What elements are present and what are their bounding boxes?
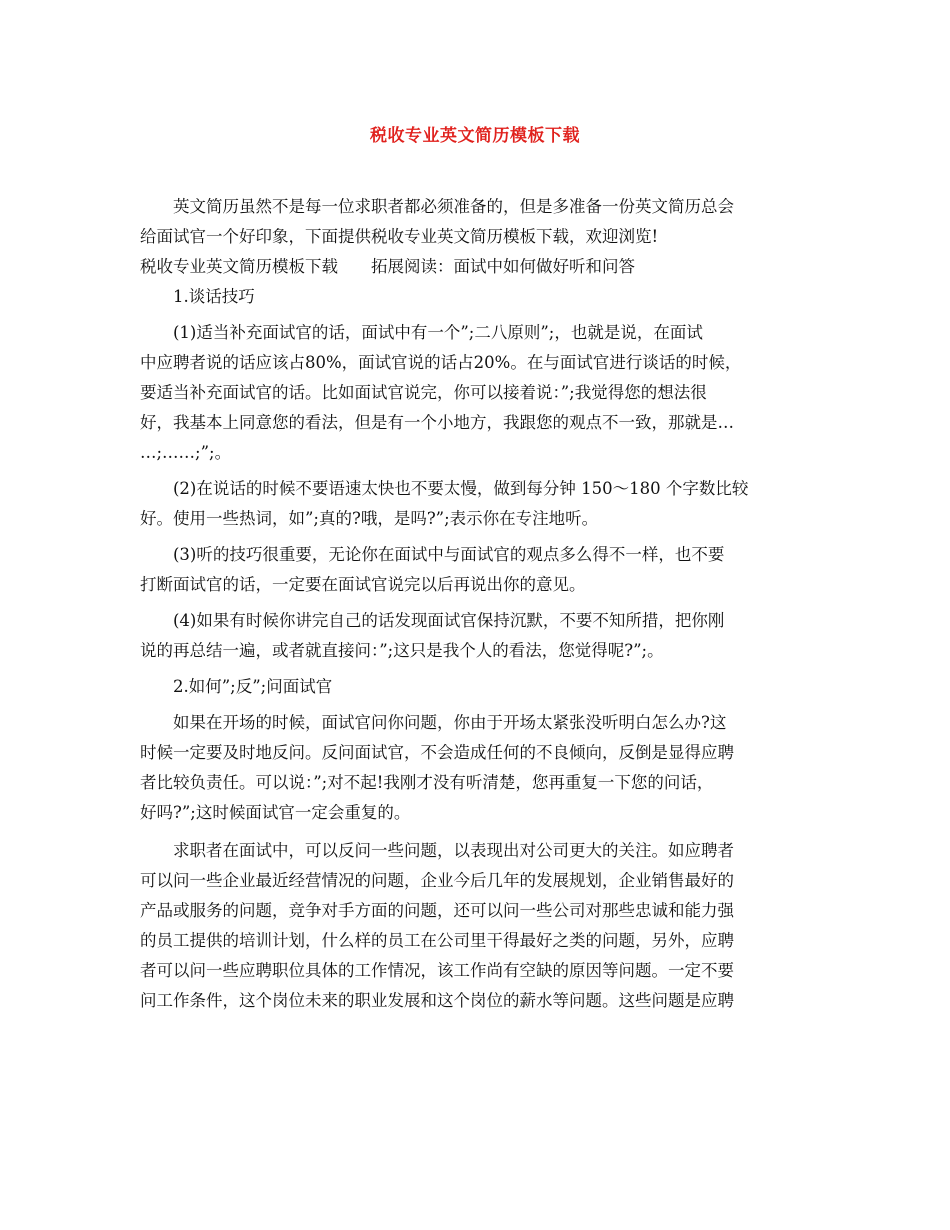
document-body	[140, 192, 812, 1016]
text-line: 好吗?”;这时候面试官一定会重复的。	[140, 803, 411, 822]
paragraph	[140, 708, 812, 828]
text-line: 2.如何”;反”;问面试官	[140, 677, 333, 696]
text-line: 者可以问一些应聘职位具体的工作情况，该工作尚有空缺的原因等问题。一定不要	[140, 961, 734, 980]
text-line: 1.谈话技巧	[140, 287, 255, 306]
text-line: 打断面试官的话，一定要在面试官说完以后再说出你的意见。	[140, 575, 586, 594]
text-line: 要适当补充面试官的话。比如面试官说完，你可以接着说：”;我觉得您的想法很	[140, 383, 707, 402]
paragraph	[140, 318, 812, 468]
spacer	[140, 828, 812, 836]
text-line: 如果在开场的时候，面试官问你问题，你由于开场太紧张没听明白怎么办?这	[140, 713, 727, 732]
text-line: 时候一定要及时地反问。反问面试官，不会造成任何的不良倾向，反倒是显得应聘	[140, 743, 734, 762]
text-line: …;……;”;。	[140, 443, 232, 462]
text-line: 英文简历虽然不是每一位求职者都必须准备的，但是多准备一份英文简历总会	[140, 197, 734, 216]
intro-paragraph	[140, 192, 812, 282]
text-line: (3)听的技巧很重要，无论你在面试中与面试官的观点多么得不一样，也不要	[140, 545, 725, 564]
text-line: 求职者在面试中，可以反问一些问题，以表现出对公司更大的关注。如应聘者	[140, 841, 734, 860]
section-heading	[140, 672, 812, 702]
text-line: 给面试官一个好印象，下面提供税收专业英文简历模板下载，欢迎浏览!	[140, 227, 659, 246]
text-line: (1)适当补充面试官的话，面试中有一个”;二八原则”;，也就是说，在面试	[140, 323, 703, 342]
text-line: 中应聘者说的话应该占80%，面试官说的话占20%。在与面试官进行谈话的时候，	[140, 353, 742, 372]
paragraph	[140, 606, 812, 666]
text-line: 问工作条件，这个岗位未来的职业发展和这个岗位的薪水等问题。这些问题是应聘	[140, 991, 734, 1010]
text-line: 税收专业英文简历模板下载 拓展阅读：面试中如何做好听和问答	[140, 257, 635, 276]
paragraph	[140, 836, 812, 1016]
text-line: 可以问一些企业最近经营情况的问题，企业今后几年的发展规划，企业销售最好的	[140, 871, 734, 890]
paragraph	[140, 540, 812, 600]
text-line: 的员工提供的培训计划，什么样的员工在公司里干得最好之类的问题，另外，应聘	[140, 931, 734, 950]
text-line: 者比较负责任。可以说：”;对不起!我刚才没有听清楚，您再重复一下您的问话，	[140, 773, 714, 792]
document-title: 税收专业英文简历模板下载	[370, 126, 580, 146]
text-line: 产品或服务的问题，竞争对手方面的问题，还可以问一些公司对那些忠诚和能力强	[140, 901, 734, 920]
text-line: 好，我基本上同意您的看法，但是有一个小地方，我跟您的观点不一致，那就是…	[140, 413, 734, 432]
text-line: (2)在说话的时候不要语速太快也不要太慢，做到每分钟 150～180 个字数比较	[140, 479, 749, 498]
text-line: (4)如果有时候你讲完自己的话发现面试官保持沉默，不要不知所措，把你刚	[140, 611, 725, 630]
section-heading	[140, 282, 812, 312]
text-line: 说的再总结一遍，或者就直接问：”;这只是我个人的看法，您觉得呢?”;。	[140, 641, 664, 660]
paragraph	[140, 474, 812, 534]
text-line: 好。使用一些热词，如”;真的?哦，是吗?”;表示你在专注地听。	[140, 509, 599, 528]
